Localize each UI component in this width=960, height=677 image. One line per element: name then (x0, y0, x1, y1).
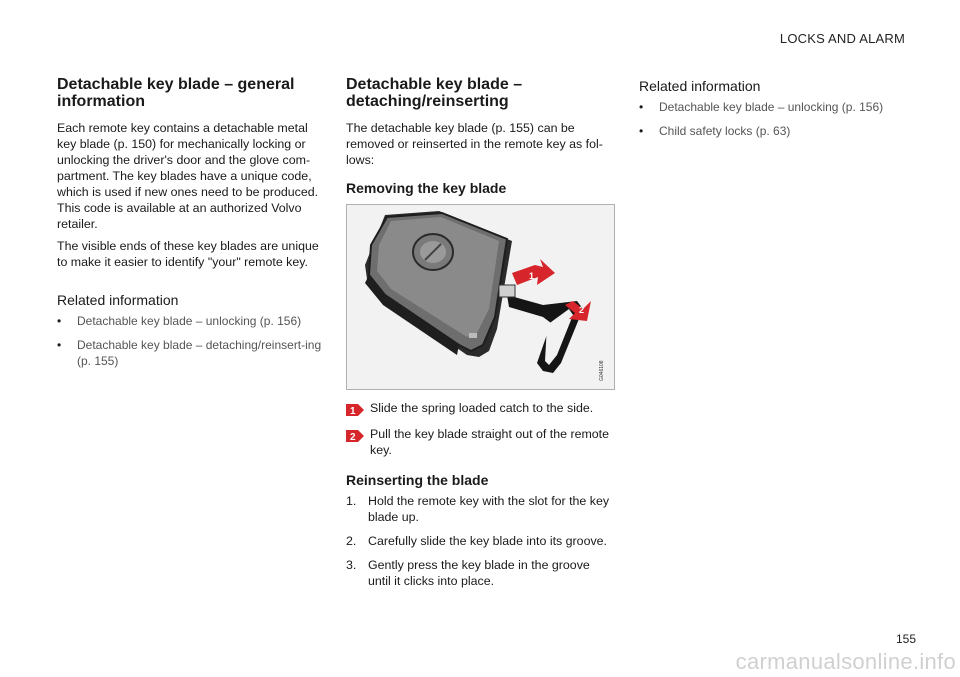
reinserting-title: Reinserting the blade (346, 472, 489, 488)
column-general-info (57, 76, 322, 377)
related-link-child-safety[interactable]: • Child safety locks (p. 63) (639, 124, 791, 138)
detaching-intro: The detachable key blade (p. 155) can be removed or reinserted in the remote key as fol-lows: (346, 121, 603, 167)
related-info-list (57, 313, 322, 369)
related-info-title: Related information (639, 78, 761, 94)
key-blade-figure (346, 204, 615, 390)
callout-list (346, 400, 614, 458)
svg-text:1: 1 (350, 406, 356, 417)
arrow-label-1: 1 (529, 271, 535, 281)
remote-key-illustration (347, 205, 614, 389)
column-detaching (346, 76, 614, 597)
arrow-label-2: 2 (579, 305, 585, 315)
section-header: LOCKS AND ALARM (779, 31, 905, 46)
related-link-detaching[interactable]: • Detachable key blade – detaching/reinsert-ing (p. 155) (57, 338, 322, 368)
callout-item (346, 426, 614, 458)
general-info-title: Detachable key blade – general information (57, 76, 295, 110)
callout-1-text: Slide the spring loaded catch to the side. (370, 401, 594, 415)
callout-2-text: Pull the key blade straight out of the remote key. (370, 427, 610, 457)
removing-title: Removing the key blade (346, 180, 507, 196)
callout-item (346, 400, 614, 416)
reinsert-steps (346, 493, 614, 589)
svg-text:2: 2 (350, 432, 356, 443)
column-related (639, 76, 904, 147)
detaching-title: Detachable key blade – detaching/reinserting (346, 76, 523, 110)
related-link-unlocking[interactable]: • Detachable key blade – unlocking (p. 156) (639, 100, 884, 114)
figure-code: G046108 (599, 360, 605, 381)
watermark: carmanualsonline.info (735, 649, 956, 674)
related-link-unlocking[interactable]: • Detachable key blade – unlocking (p. 156) (57, 314, 302, 328)
general-info-paragraph-2: The visible ends of these key blades are unique to make it easier to identify "your" remote key. (57, 239, 319, 269)
callout-2-icon (346, 426, 364, 448)
step-item: 3. Gently press the key blade in the groove until it clicks into place. (346, 558, 590, 588)
page-number: 155 (895, 632, 916, 646)
general-info-paragraph-1: Each remote key contains a detachable metal key blade (p. 150) for mechanically locking or unlocking the driver's door and the glove com-partment. The key blades have a unique code, which is used if new ones need to be produced. This code is available at an authorized Volvo retailer. (57, 121, 319, 231)
related-info-list (639, 99, 904, 139)
related-info-title: Related information (57, 292, 179, 308)
step-item: 2. Carefully slide the key blade into its groove. (346, 534, 607, 548)
callout-1-icon (346, 400, 364, 422)
step-item: 1. Hold the remote key with the slot for the key blade up. (346, 494, 610, 524)
